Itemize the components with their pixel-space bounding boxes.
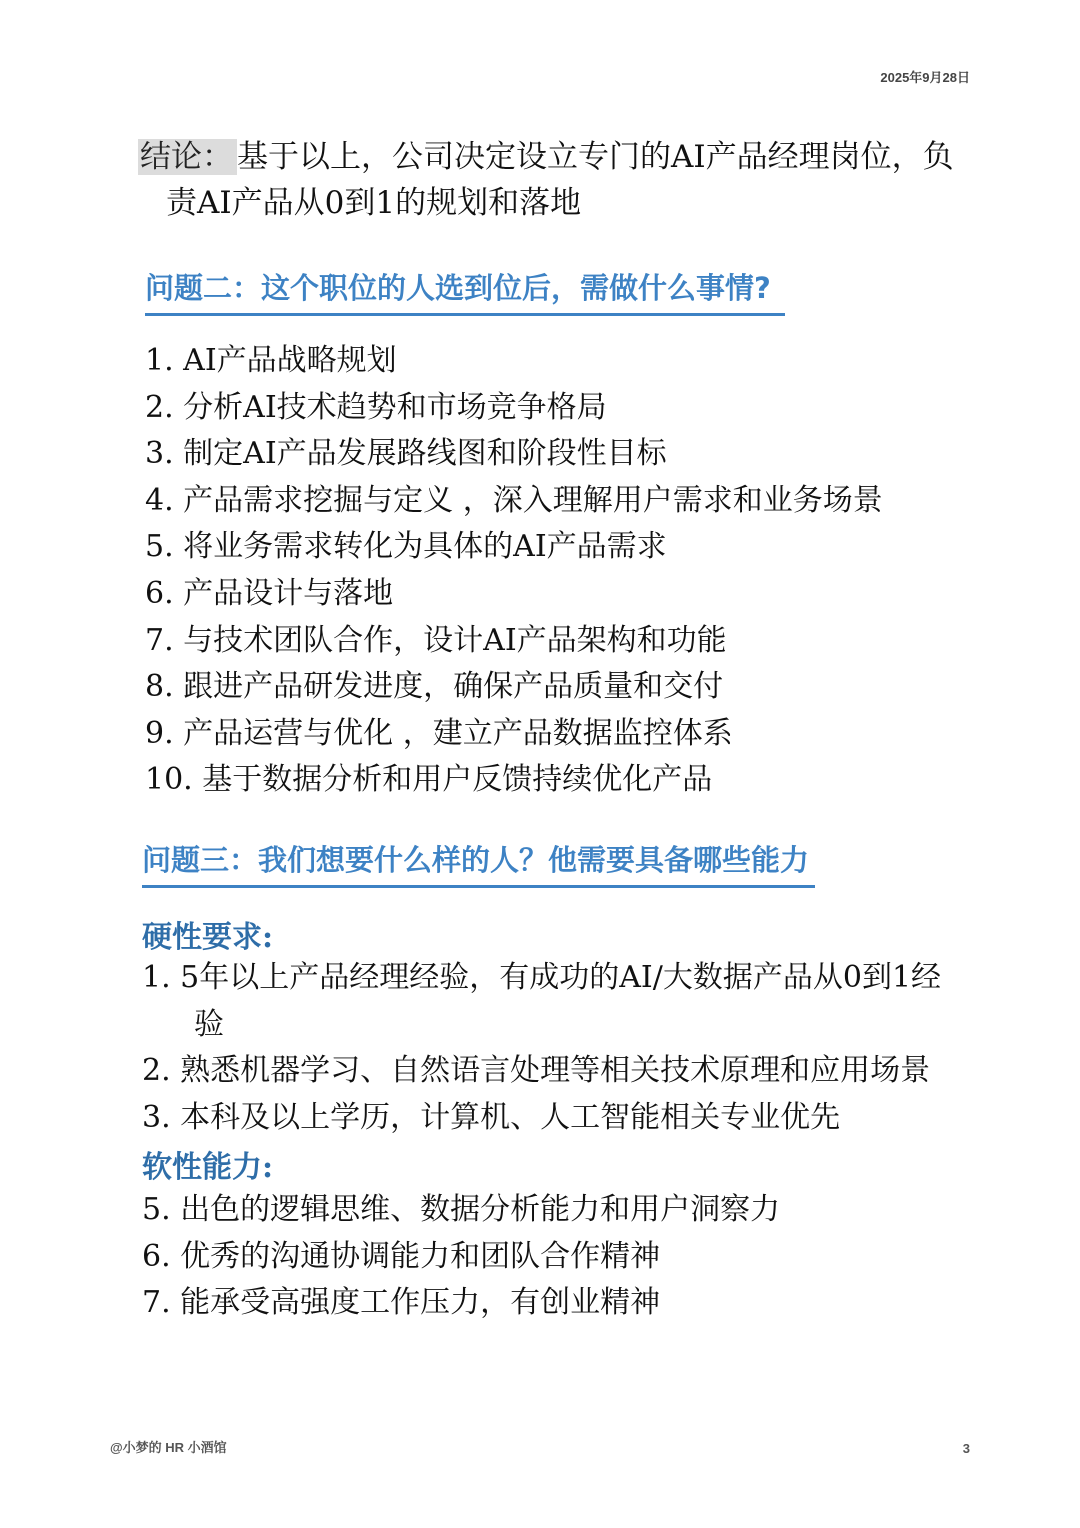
list-item — [142, 955, 941, 1048]
list-item: 10. 基于数据分析和用户反馈持续优化产品 — [145, 762, 713, 798]
hard-requirements-list — [142, 955, 941, 1141]
soft-skills-list — [142, 1187, 780, 1327]
section-heading-question-3: 问题三：我们想要什么样的人？他需要具备哪些能力 — [142, 838, 815, 888]
footer-author: @小梦的 HR 小酒馆 — [110, 1440, 227, 1455]
list-item: 2. 分析AI技术趋势和市场竞争格局 — [145, 389, 607, 425]
list-item: 4. 产品需求挖掘与定义 ，深入理解用户需求和业务场景 — [145, 482, 883, 518]
list-item: 1. AI产品战略规划 — [145, 343, 397, 378]
conclusion-text-line2: 责AI产品从0到1的规划和落地 — [166, 185, 582, 221]
conclusion-label: 结论： — [138, 139, 237, 175]
hard-requirements-label: 硬性要求: — [142, 920, 274, 955]
conclusion-paragraph — [138, 134, 998, 226]
header-date: 2025年9月28日 — [880, 70, 970, 85]
soft-skills-label: 软性能力: — [142, 1150, 274, 1185]
page-number: 3 — [962, 1441, 970, 1456]
list-item: 3. 本科及以上学历，计算机、人工智能相关专业优先 — [142, 1099, 841, 1135]
list-item: 3. 制定AI产品发展路线图和阶段性目标 — [145, 436, 667, 472]
list-item: 7. 能承受高强度工作压力，有创业精神 — [142, 1285, 661, 1321]
list-item: 6. 产品设计与落地 — [145, 575, 394, 611]
list-item: 5. 将业务需求转化为具体的AI产品需求 — [145, 529, 667, 565]
list-item: 5. 出色的逻辑思维、数据分析能力和用户洞察力 — [142, 1192, 781, 1227]
list-item: 9. 产品运营与优化 ，建立产品数据监控体系 — [145, 715, 733, 751]
list-item: 8. 跟进产品研发进度，确保产品质量和交付 — [145, 669, 724, 705]
responsibilities-list — [145, 338, 883, 804]
list-item: 2. 熟悉机器学习、自然语言处理等相关技术原理和应用场景 — [142, 1053, 931, 1089]
conclusion-text-line1: 基于以上，公司决定设立专门的AI产品经理岗位，负 — [237, 139, 954, 175]
section-heading-question-2: 问题二：这个职位的人选到位后，需做什么事情? — [145, 266, 785, 316]
list-item: 7. 与技术团队合作，设计AI产品架构和功能 — [145, 622, 727, 658]
list-item: 6. 优秀的沟通协调能力和团队合作精神 — [142, 1238, 661, 1274]
list-item-line1: 1. 5年以上产品经理经验，有成功的AI/大数据产品从0到1经 — [142, 960, 942, 995]
list-item-line2: 验 — [194, 1006, 224, 1042]
